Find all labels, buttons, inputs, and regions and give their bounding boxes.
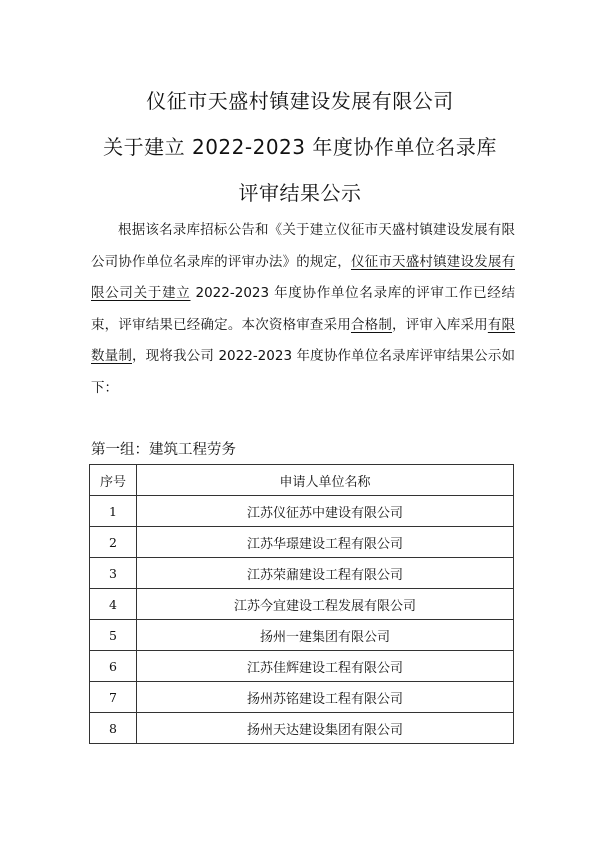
header-name: 申请人单位名称 [137, 465, 514, 496]
row-company-name: 扬州一建集团有限公司 [137, 620, 514, 651]
table-row [90, 558, 514, 589]
table-row [90, 713, 514, 744]
row-company-name: 江苏华璟建设工程有限公司 [137, 527, 514, 558]
table-row [90, 496, 514, 527]
table-row [90, 589, 514, 620]
intro-paragraph [91, 215, 515, 404]
row-company-name: 江苏佳辉建设工程有限公司 [137, 651, 514, 682]
row-company-name: 江苏今宜建设工程发展有限公司 [137, 589, 514, 620]
title-line-2: 关于建立 2022-2023 年度协作单位名录库 [103, 135, 497, 159]
intro-underlined-qualification: 合格制 [350, 316, 393, 333]
row-number: 6 [90, 651, 137, 682]
row-number: 3 [90, 558, 137, 589]
group-title: 第一组：建筑工程劳务 [91, 442, 236, 458]
row-number: 4 [90, 589, 137, 620]
table-header-row [90, 465, 514, 496]
row-number: 5 [90, 620, 137, 651]
intro-text-1: 根据该名录库招标公告和《关于建立仪征市天盛村镇建设发展有限公司协作单位名录库的评审办法》的规定， [91, 222, 515, 270]
table-row [90, 527, 514, 558]
row-company-name: 扬州苏铭建设工程有限公司 [137, 682, 514, 713]
row-company-name: 扬州天达建设集团有限公司 [137, 713, 514, 744]
title-line-1: 仪征市天盛村镇建设发展有限公司 [146, 89, 454, 113]
intro-underlined-company: 仪征市天盛村镇建设发展有限公司关于建立 [91, 253, 516, 301]
table-row [90, 620, 514, 651]
table-row [90, 651, 514, 682]
row-number: 1 [90, 496, 137, 527]
row-number: 8 [90, 713, 137, 744]
row-number: 2 [90, 527, 137, 558]
intro-text-3: ，评审入库采用 [392, 316, 488, 333]
intro-text-4: ，现将我公司 2022-2023 年度协作单位名录库评审结果公示如下： [91, 348, 515, 396]
row-number: 7 [90, 682, 137, 713]
intro-underlined-limited: 有限数量制 [91, 316, 516, 364]
intro-text-2: 2022-2023 年度协作单位名录库的评审工作已经结束，评审结果已经确定。本次资格审查采用 [91, 285, 516, 333]
row-company-name: 江苏仪征苏中建设有限公司 [137, 496, 514, 527]
header-no: 序号 [90, 465, 137, 496]
results-table [89, 464, 514, 744]
table-row [90, 682, 514, 713]
title-line-3: 评审结果公示 [238, 181, 362, 205]
row-company-name: 江苏荣鼐建设工程有限公司 [137, 558, 514, 589]
